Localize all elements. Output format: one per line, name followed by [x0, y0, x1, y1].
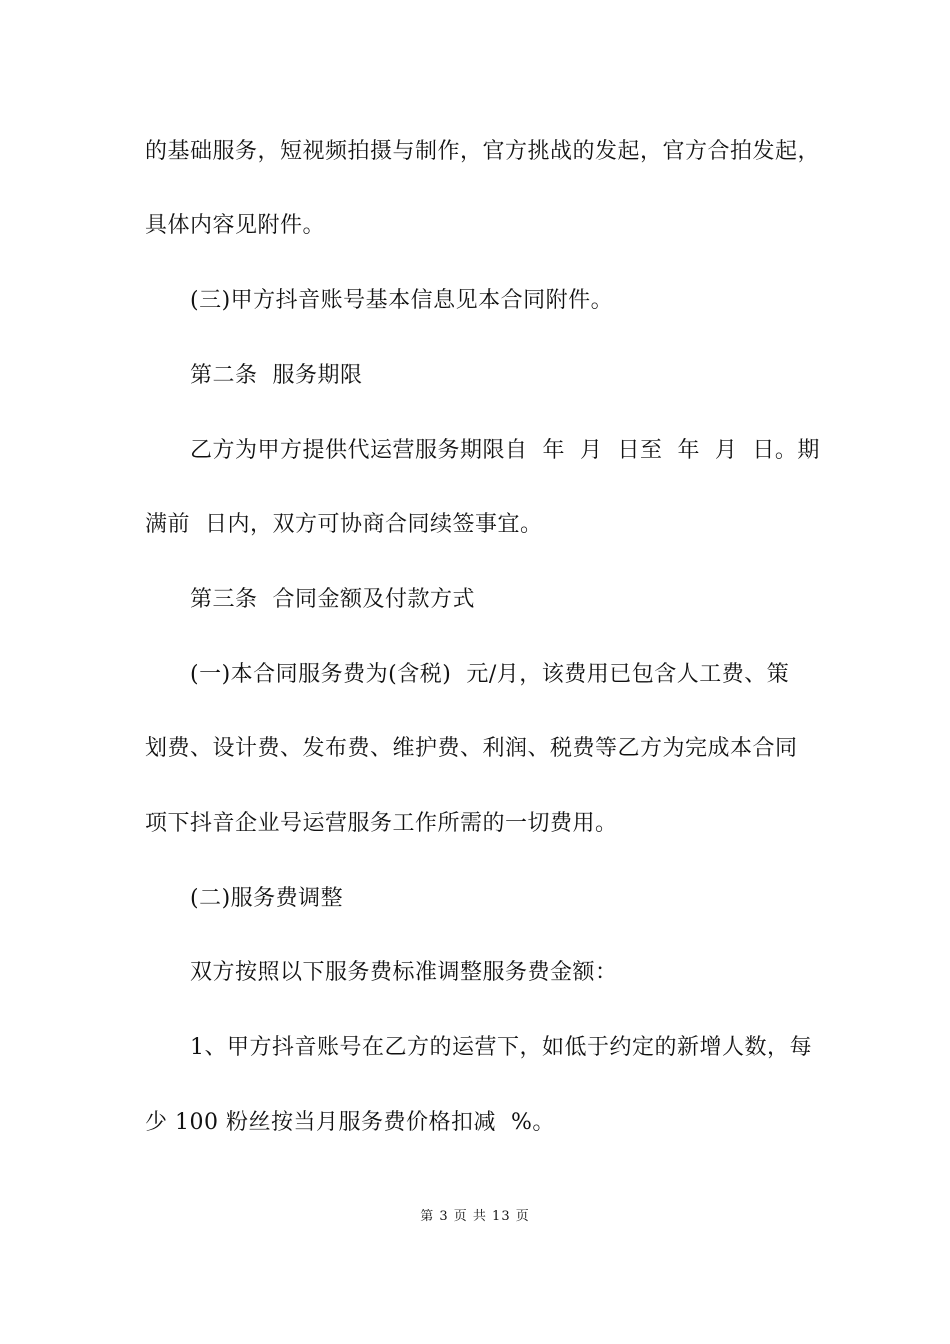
text-line: 项下抖音企业号运营服务工作所需的一切费用。: [145, 811, 618, 836]
page-number-footer: 第 3 页 共 13 页: [420, 1209, 530, 1224]
text-line: (一)本合同服务费为(含税) 元/月，该费用已包含人工费、策: [190, 662, 790, 687]
text-line: 划费、设计费、发布费、维护费、利润、税费等乙方为完成本合同: [145, 736, 798, 761]
text-line: 双方按照以下服务费标准调整服务费金额：: [190, 960, 618, 985]
section-heading: 第二条 服务期限: [190, 363, 363, 388]
text-line: 满前 日内，双方可协商合同续签事宜。: [145, 512, 543, 537]
text-line: (三)甲方抖音账号基本信息见本合同附件。: [190, 288, 614, 313]
text-line: 少 100 粉丝按当月服务费价格扣减 %。: [145, 1110, 555, 1135]
text-line: (二)服务费调整: [190, 886, 344, 911]
text-line: 乙方为甲方提供代运营服务期限自 年 月 日至 年 月 日。期: [190, 438, 820, 463]
text-line: 具体内容见附件。: [145, 213, 326, 238]
text-line: 1、甲方抖音账号在乙方的运营下，如低于约定的新增人数，每: [190, 1035, 812, 1060]
section-heading: 第三条 合同金额及付款方式: [190, 587, 475, 612]
text-line: 的基础服务，短视频拍摄与制作，官方挑战的发起，官方合拍发起，: [145, 139, 821, 164]
